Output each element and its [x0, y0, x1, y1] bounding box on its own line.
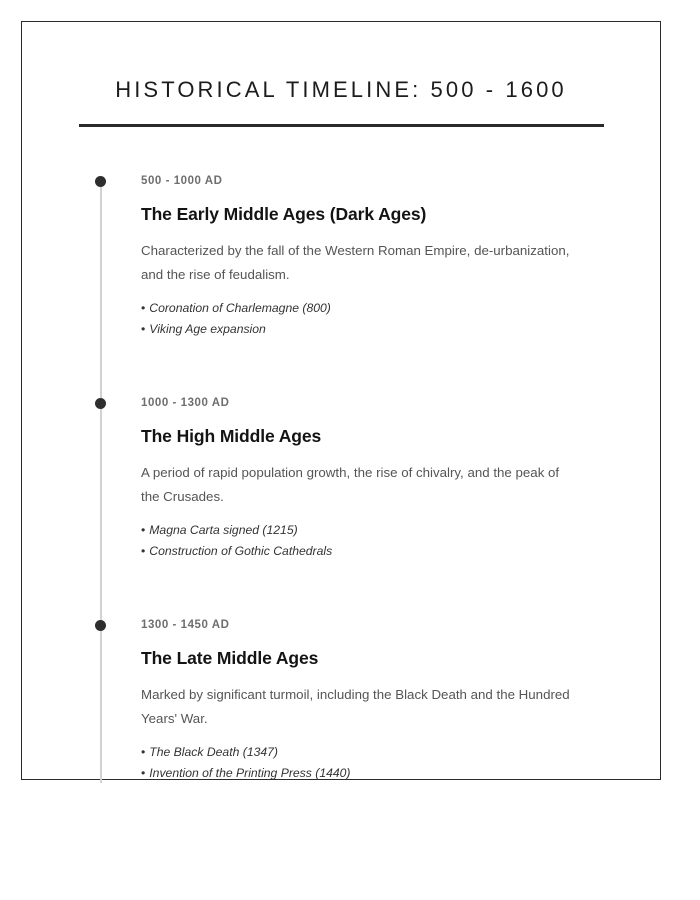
entry-era-label: 500 - 1000 AD — [141, 174, 223, 187]
bullet-icon: • — [141, 766, 146, 781]
timeline-dot-icon — [95, 176, 106, 187]
entry-heading: The High Middle Ages — [141, 426, 322, 447]
entry-heading: The Early Middle Ages (Dark Ages) — [141, 204, 427, 225]
bullet-icon: • — [141, 523, 146, 538]
bullet-icon: • — [141, 544, 146, 559]
entry-events-list — [141, 731, 627, 784]
event-text: Viking Age expansion — [149, 322, 266, 337]
event-text: Magna Carta signed (1215) — [149, 523, 298, 538]
entry-events-list — [141, 509, 627, 562]
event-text: Invention of the Printing Press (1440) — [149, 766, 351, 781]
list-item — [141, 763, 627, 784]
list-item — [141, 541, 627, 562]
list-item — [141, 298, 627, 319]
page-title: HISTORICAL TIMELINE: 500 - 1600 — [115, 77, 567, 102]
title-divider — [79, 124, 604, 127]
list-item — [141, 742, 627, 763]
bullet-icon: • — [141, 301, 146, 316]
entry-description: Characterized by the fall of the Western Roman Empire, de-urbanization, and the rise of feudalism. — [141, 243, 570, 283]
entry-description: A period of rapid population growth, the rise of chivalry, and the peak of the Crusades. — [141, 465, 560, 505]
entry-heading: The Late Middle Ages — [141, 648, 319, 669]
timeline-dot-icon — [95, 398, 106, 409]
list-item — [141, 520, 627, 541]
list-item — [141, 319, 627, 340]
bullet-icon: • — [141, 322, 146, 337]
event-text: Coronation of Charlemagne (800) — [149, 301, 331, 316]
entry-era-label: 1300 - 1450 AD — [141, 618, 230, 631]
event-text: Construction of Gothic Cathedrals — [149, 544, 333, 559]
entry-era-label: 1000 - 1300 AD — [141, 396, 230, 409]
event-text: The Black Death (1347) — [149, 745, 278, 760]
document-content — [21, 21, 661, 841]
entry-description: Marked by significant turmoil, including the Black Death and the Hundred Years' War. — [141, 687, 570, 727]
bullet-icon: • — [141, 745, 146, 760]
timeline-dot-icon — [95, 620, 106, 631]
timeline-entry[interactable] — [21, 175, 661, 397]
timeline-entry[interactable] — [21, 397, 661, 619]
timeline-entry[interactable] — [21, 619, 661, 841]
entry-events-list — [141, 287, 627, 340]
timeline — [21, 175, 661, 841]
